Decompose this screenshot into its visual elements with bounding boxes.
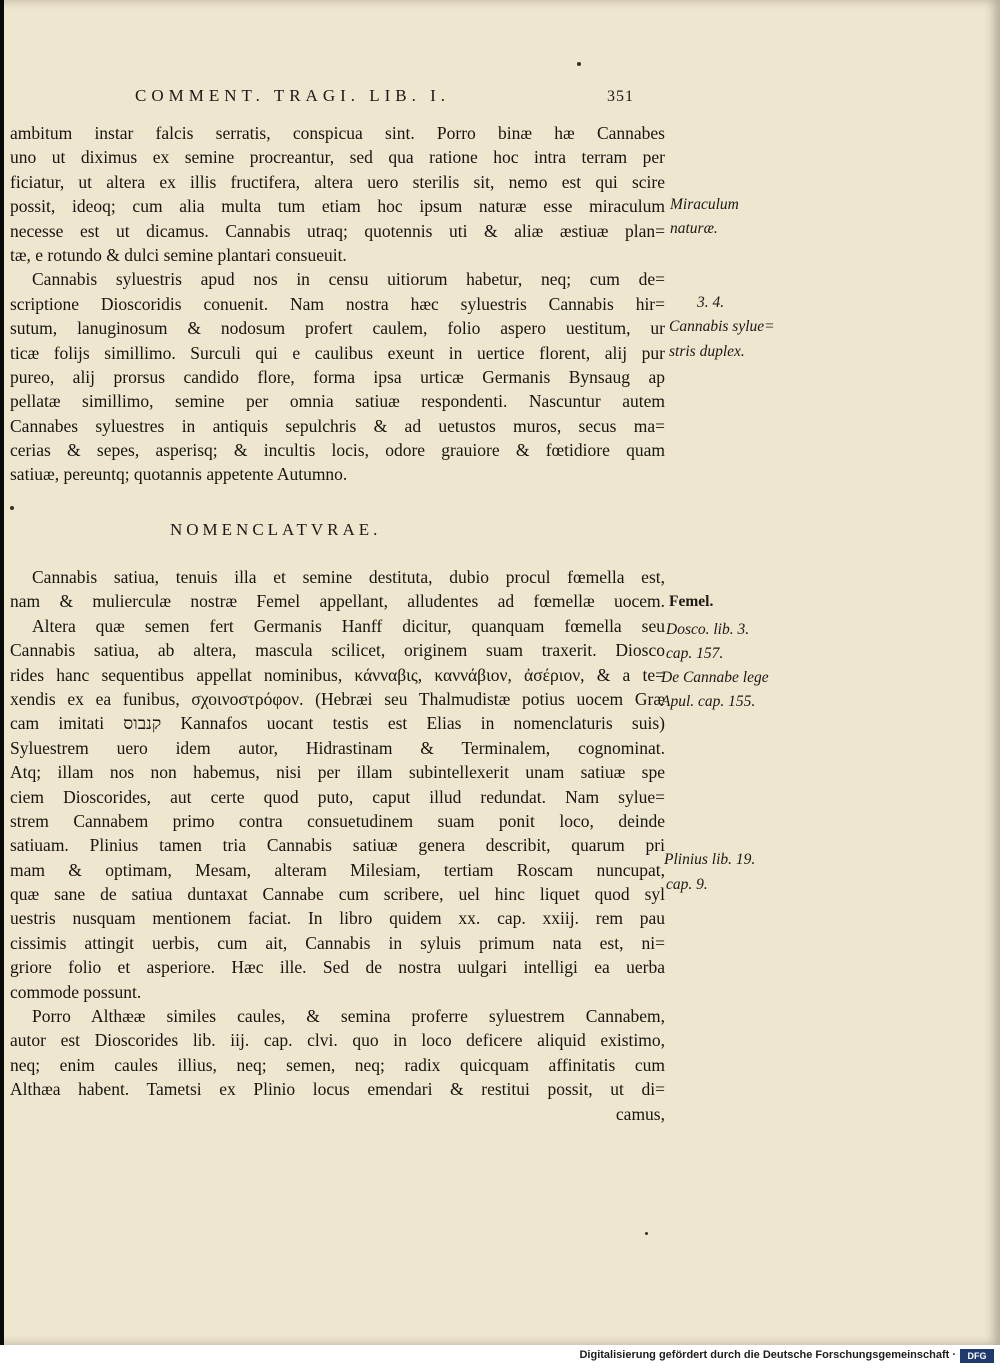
text-block-description <box>10 121 665 487</box>
text-line: possit, ideoq; cum alia multa tum etiam hoc ipsum naturæ esse miraculum <box>10 196 665 217</box>
running-title: COMMENT. TRAGI. LIB. I. <box>135 86 451 105</box>
margin-note-plinius-2: cap. 9. <box>666 876 708 893</box>
text-line: cam imitati קנבוס Kannafos uocant testis est Elias in nomenclaturis suis) <box>10 713 665 734</box>
text-line: ficiatur, ut altera ex illis fructifera, altera uero sterilis sit, nemo est qui scire <box>10 171 665 192</box>
running-header <box>135 86 655 106</box>
text-line: ciem Dioscorides, aut certe quod puto, caput illud redundat. Nam sylue= <box>10 786 665 807</box>
page-number: 351 <box>607 88 634 105</box>
text-line: satiuam. Plinius tamen tria Cannabis satiuæ genera describit, quarum pri <box>10 835 665 856</box>
text-line: Cannabes syluestres in antiquis sepulchris & ad uetustos muros, secus ma= <box>10 415 665 436</box>
margin-note-numbers: 3. 4. <box>697 294 725 311</box>
text-line: commode possunt. <box>10 981 142 1002</box>
text-line: Syluestrem uero idem autor, Hidrastinam & Terminalem, cognominat. <box>10 737 665 758</box>
digitization-footer <box>0 1345 1000 1368</box>
text-line: strem Cannabem primo contra consuetudinem suam ponit loco, deinde <box>10 810 665 831</box>
text-line: sutum, lanuginosum & nodosum profert caulem, folio aspero uestitum, ur <box>10 318 665 339</box>
text-line: autor est Dioscorides lib. iij. cap. clvi. quo in loco deficere aliquid existimo, <box>10 1030 665 1051</box>
text-line: Cannabis satiua, tenuis illa et semine destituta, dubio procul fœmella est, <box>32 567 665 587</box>
text-line: Atq; illam nos non habemus, nisi per illam subintellexerit unam satiuæ spe <box>10 762 665 783</box>
margin-note-apul: Apul. cap. 155. <box>661 693 756 710</box>
text-line: Cannabis syluestris apud nos in censu uitiorum habetur, neq; cum de= <box>32 269 665 290</box>
text-line: griore folio et asperiore. Hæc ille. Sed de nostra uulgari intelligi ea uerba <box>10 957 665 978</box>
ink-fleck <box>645 1232 648 1235</box>
margin-note-dosco-1: Dosco. lib. 3. <box>666 621 750 638</box>
text-line: scriptione Dioscoridis conuenit. Nam nostra hæc syluestris Cannabis hir= <box>10 293 665 314</box>
margin-note-syluestris-2: stris duplex. <box>669 343 745 360</box>
text-line: rides hanc sequentibus appellat nominibus, κάνναβις, καννάβιον, ἀσέριον, & a te= <box>10 664 665 685</box>
margin-note-plinius-1: Plinius lib. 19. <box>664 851 756 868</box>
margin-note-dosco-2: cap. 157. <box>666 645 724 662</box>
text-block-nomenclature <box>10 565 665 1126</box>
text-line: Cannabis satiua, ab altera, mascula scilicet, originem suam traxerit. Diosco <box>10 640 665 661</box>
margin-note-syluestris-1: Cannabis sylue= <box>669 318 775 335</box>
text-line: uno ut diximus ex semine procreantur, sed qua ratione hoc intra terram per <box>10 147 665 168</box>
text-line: quæ sane de satiua duntaxat Cannabe cum scribere, uel hinc liquet quod syl <box>10 884 665 905</box>
margin-note-miraculum-2: naturæ. <box>670 220 718 237</box>
margin-note-miraculum-1: Miraculum <box>670 196 739 213</box>
text-line: satiuæ, pereuntq; quotannis appetente Autumno. <box>10 464 348 485</box>
text-line: neq; enim caules illius, neq; semen, neq; radix quicquam affinitatis cum <box>10 1054 665 1075</box>
text-line: Porro Althææ similes caules, & semina proferre syluestrem Cannabem, <box>32 1006 665 1027</box>
page-edge-shadow <box>0 0 4 1345</box>
text-line: nam & mulierculæ nostræ Femel appellant, alludentes ad fœmellæ uocem. <box>10 591 665 612</box>
text-line: mam & optimam, Mesam, alteram Milesiam, tertiam Roscam nuncupat, <box>10 859 665 880</box>
text-line: Althæa habent. Tametsi ex Plinio locus emendari & restitui possit, ut di= <box>10 1079 665 1100</box>
margin-note-femel: Femel. <box>669 593 714 610</box>
text-line: xendis ex ea funibus, σχοινοστρόφον. (Hebræi seu Thalmudistæ potius uocem Græ <box>10 688 665 709</box>
text-line: cerias & sepes, asperisq; & incultis locis, odore grauiore & fœtidiore quam <box>10 440 665 461</box>
ink-fleck <box>577 62 581 66</box>
text-line: cissimis attingit uerbis, cum ait, Cannabis in syluis primum nata est, ni= <box>10 932 665 953</box>
text-line: ambitum instar falcis serratis, conspicua sint. Porro binæ hæ Cannabes <box>10 123 665 143</box>
margin-note-de-cannabe: De Cannabe lege <box>661 669 769 686</box>
text-line: uestris nusquam mentionem faciat. In libro quidem xx. cap. xxiij. rem pau <box>10 908 665 929</box>
dfg-logo: DFG <box>960 1349 994 1363</box>
text-line: pureo, alij prorsus candido flore, forma ipsa urticæ Germanis Bynsaug ap <box>10 366 665 387</box>
ink-fleck <box>10 506 14 510</box>
text-line: necesse est ut dicamus. Cannabis utraq; quotennis uti & aliæ æstiuæ plan= <box>10 220 665 241</box>
text-line: camus, <box>615 1103 665 1124</box>
text-line: ticæ folijs simillimo. Surculi qui e caulibus exeunt in uertice florent, alij pur <box>10 342 665 363</box>
text-line: tæ, e rotundo & dulci semine plantari consueuit. <box>10 244 347 265</box>
text-line: Altera quæ semen fert Germanis Hanff dicitur, quanquam fœmella seu <box>32 615 665 636</box>
section-heading: NOMENCLATVRAE. <box>170 520 382 539</box>
footer-credit: Digitalisierung gefördert durch die Deutsche Forschungsgemeinschaft · <box>579 1349 956 1361</box>
text-line: pellatæ simillimo, semine per omnia satiuæ respondenti. Nascuntur autem <box>10 391 665 412</box>
